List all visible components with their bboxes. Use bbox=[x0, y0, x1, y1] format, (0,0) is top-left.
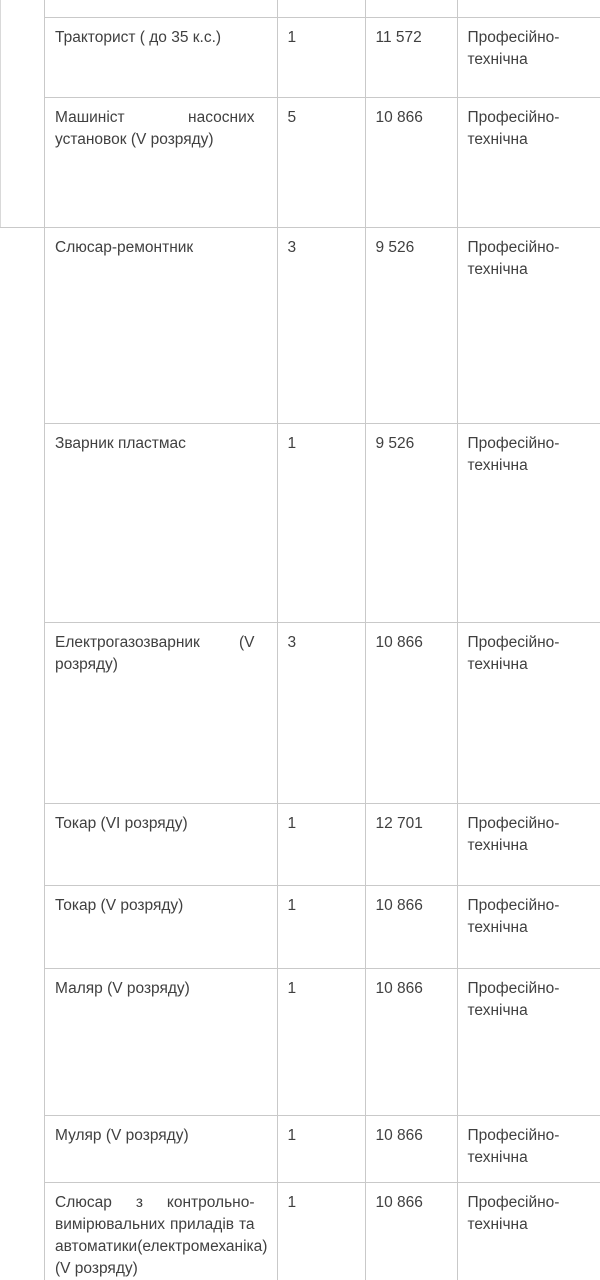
vacancy-count-cell: 1 bbox=[277, 886, 365, 969]
education-cell: Професійно-технічна bbox=[457, 18, 600, 98]
left-column-row-border bbox=[0, 227, 45, 228]
table-row bbox=[45, 1183, 600, 1280]
profession-cell: Тракторист ( до 35 к.с.) bbox=[45, 18, 277, 98]
vacancy-table bbox=[45, 0, 600, 1280]
education-cell: Професійно-технічна bbox=[457, 98, 600, 228]
salary-cell bbox=[365, 0, 457, 18]
vacancy-count-cell: 1 bbox=[277, 969, 365, 1116]
salary-cell: 12 701 bbox=[365, 804, 457, 886]
salary-cell: 10 866 bbox=[365, 1116, 457, 1183]
vacancy-count-cell bbox=[277, 0, 365, 18]
vacancy-count-cell: 1 bbox=[277, 424, 365, 623]
table-row bbox=[45, 98, 600, 228]
table-row bbox=[45, 18, 600, 98]
vacancy-count-cell: 3 bbox=[277, 623, 365, 804]
salary-cell: 11 572 bbox=[365, 18, 457, 98]
salary-cell: 9 526 bbox=[365, 424, 457, 623]
vacancy-count-cell: 1 bbox=[277, 18, 365, 98]
table-row bbox=[45, 1116, 600, 1183]
table-row bbox=[45, 424, 600, 623]
vacancy-count-cell: 1 bbox=[277, 1116, 365, 1183]
education-cell: Професійно-технічна bbox=[457, 1116, 600, 1183]
salary-cell: 10 866 bbox=[365, 623, 457, 804]
profession-cell: Токар (V розряду) bbox=[45, 886, 277, 969]
education-cell: Професійно-технічна bbox=[457, 969, 600, 1116]
salary-cell: 10 866 bbox=[365, 886, 457, 969]
salary-cell: 10 866 bbox=[365, 98, 457, 228]
table-row bbox=[45, 804, 600, 886]
education-cell: Професійно-технічна bbox=[457, 623, 600, 804]
vacancy-count-cell: 1 bbox=[277, 1183, 365, 1280]
table-row-cropped-top bbox=[45, 0, 600, 18]
salary-cell: 10 866 bbox=[365, 969, 457, 1116]
education-cell: Професійно-технічна bbox=[457, 886, 600, 969]
profession-cell: Слюсар з контрольно-вимірювальних приладів та автоматики(електромеханіка) (V розряду) bbox=[45, 1183, 277, 1280]
salary-cell: 10 866 bbox=[365, 1183, 457, 1280]
vacancy-count-cell: 1 bbox=[277, 804, 365, 886]
cropped-left-column bbox=[0, 0, 45, 1280]
table-row bbox=[45, 969, 600, 1116]
table-row bbox=[45, 228, 600, 424]
table-row bbox=[45, 886, 600, 969]
vacancy-count-cell: 3 bbox=[277, 228, 365, 424]
profession-cell: Слюсар-ремонтник bbox=[45, 228, 277, 424]
profession-cell: Токар (VI розряду) bbox=[45, 804, 277, 886]
profession-cell: Зварник пластмас bbox=[45, 424, 277, 623]
education-cell bbox=[457, 0, 600, 18]
table-row bbox=[45, 623, 600, 804]
vacancy-count-cell: 5 bbox=[277, 98, 365, 228]
profession-cell: Маляр (V розряду) bbox=[45, 969, 277, 1116]
profession-cell bbox=[45, 0, 277, 18]
profession-cell: Муляр (V розряду) bbox=[45, 1116, 277, 1183]
education-cell: Професійно-технічна bbox=[457, 804, 600, 886]
salary-cell: 9 526 bbox=[365, 228, 457, 424]
left-edge-border bbox=[0, 0, 1, 227]
profession-cell: Електрогазозварник (V розряду) bbox=[45, 623, 277, 804]
profession-cell: Машиніст насосних установок (V розряду) bbox=[45, 98, 277, 228]
education-cell: Професійно-технічна bbox=[457, 1183, 600, 1280]
education-cell: Професійно-технічна bbox=[457, 424, 600, 623]
education-cell: Професійно-технічна bbox=[457, 228, 600, 424]
